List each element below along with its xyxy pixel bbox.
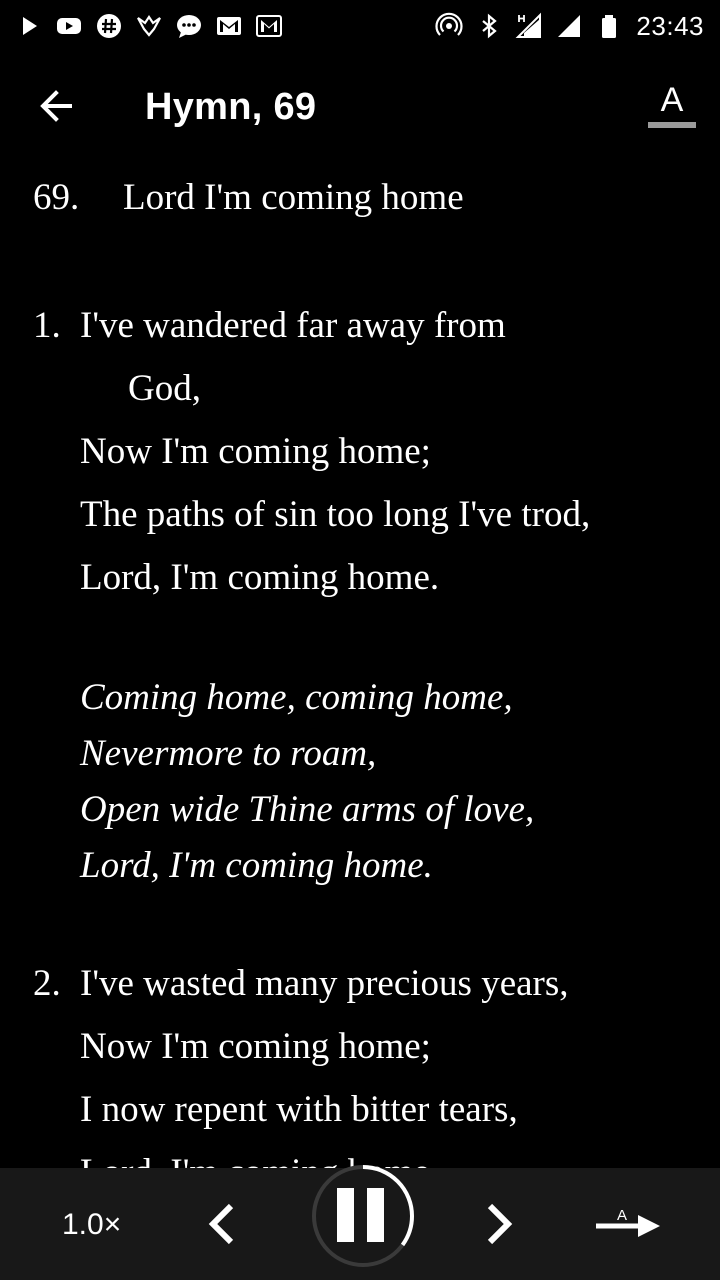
bluetooth-icon [476,13,502,39]
chorus-line: Coming home, coming home, [80,677,513,718]
font-size-button[interactable] [648,82,696,132]
back-button[interactable] [32,82,80,130]
hashtag-icon [96,13,122,39]
pause-button[interactable] [305,1158,421,1274]
gmail-outline-icon [256,13,282,39]
verse-number: 2. [33,963,61,1004]
arrow-left-icon [36,86,76,126]
hymn-heading [33,176,464,219]
verse-line: Lord, I'm coming home. [80,557,440,598]
speed-button[interactable]: 1.0× [62,1208,122,1241]
autoscroll-button[interactable] [592,1202,664,1246]
app-bar [0,52,720,162]
font-size-underline [648,122,696,128]
youtube-icon [56,13,82,39]
gmail-icon [216,13,242,39]
h-signal-icon [516,13,542,39]
notification-icons [16,13,282,39]
chat-icon [176,13,202,39]
chevron-right-icon [480,1202,520,1246]
font-size-label: A [660,81,684,119]
page-title: Hymn, 69 [145,86,317,128]
chevron-left-icon [201,1202,241,1246]
next-button[interactable] [475,1198,525,1250]
autoscroll-label: A [616,1207,628,1224]
hymn-number: 69. [33,177,80,218]
verse-line: I've wandered far away from [80,305,506,346]
system-icons [436,11,704,42]
signal-icon [556,13,582,39]
clock: 23:43 [636,10,704,41]
bird-icon [136,13,162,39]
verse-line: The paths of sin too long I've trod, [80,494,591,535]
verse-line: God, [128,368,201,409]
previous-button[interactable] [196,1198,246,1250]
chorus-line: Lord, I'm coming home. [80,845,433,886]
verse-line: I now repent with bitter tears, [80,1089,518,1130]
verse-line: I've wasted many precious years, [80,963,569,1004]
arrow-right-icon [592,1202,664,1246]
chorus-line: Nevermore to roam, [80,733,377,774]
pause-icon [305,1158,421,1274]
chorus-line: Open wide Thine arms of love, [80,789,535,830]
play-icon [16,13,42,39]
status-bar [0,0,720,52]
verse-line: Now I'm coming home; [80,431,431,472]
battery-icon [596,13,622,39]
playback-controls [0,1168,720,1280]
verse-line: Now I'm coming home; [80,1026,431,1067]
hymn-title: Lord I'm coming home [123,177,464,218]
hotspot-icon [436,13,462,39]
hymn-content[interactable] [0,162,720,1168]
verse-number: 1. [33,305,61,346]
